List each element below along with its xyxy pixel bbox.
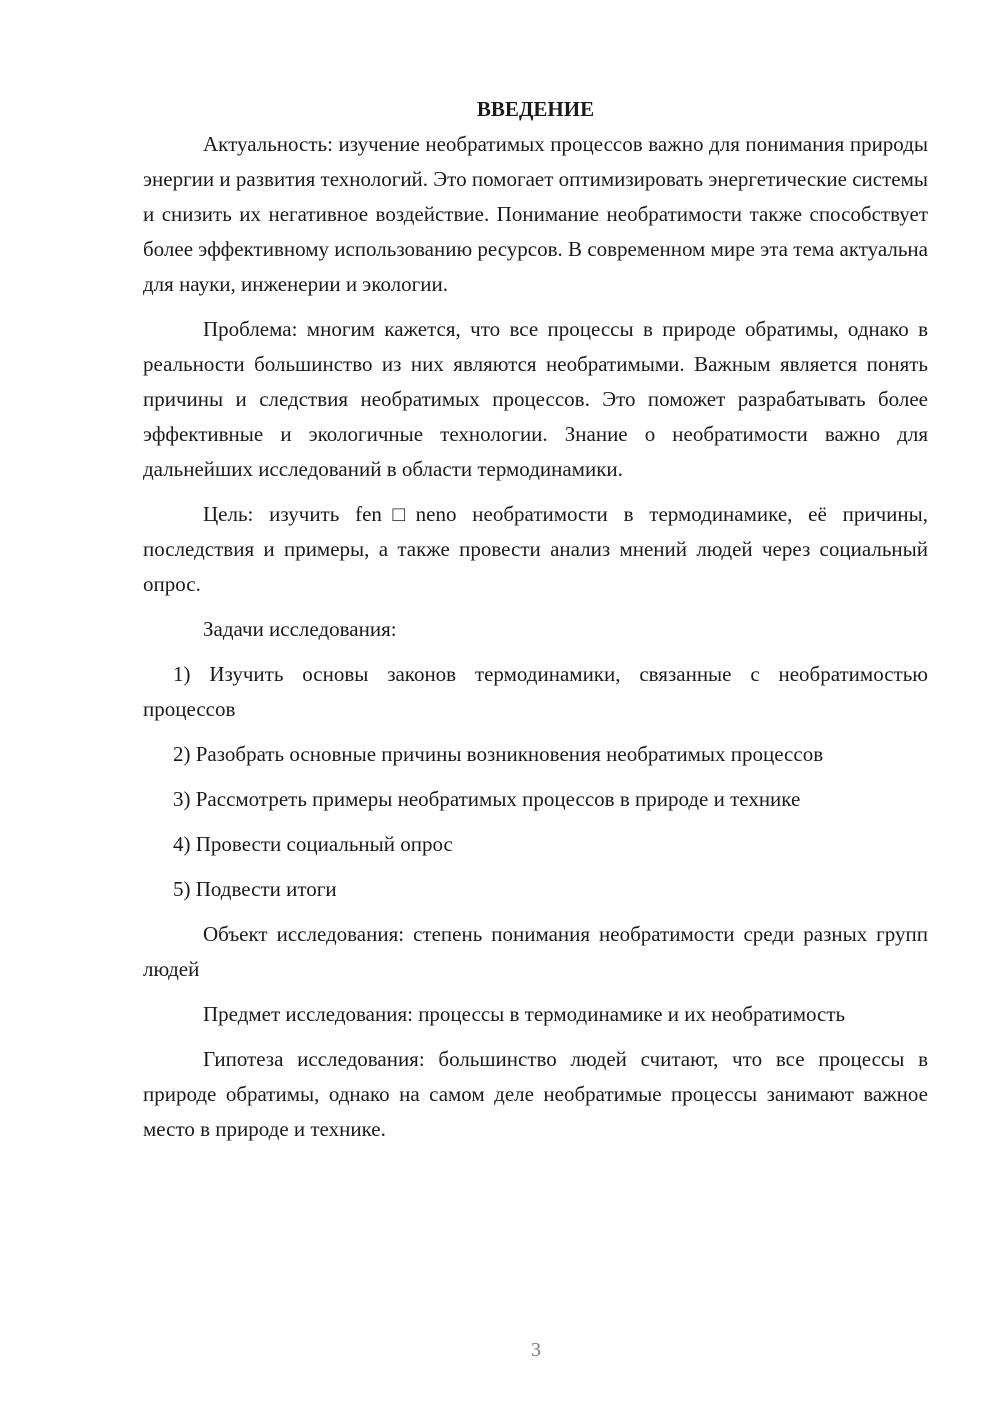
task-item-5: 5) Подвести итоги: [173, 877, 337, 901]
task-item-4: 4) Провести социальный опрос: [173, 832, 453, 856]
task-item-2: 2) Разобрать основные причины возникновения необратимых процессов: [173, 742, 824, 766]
page-number: 3: [531, 1339, 541, 1361]
task-item-3: 3) Рассмотреть примеры необратимых процессов в природе и технике: [173, 787, 801, 811]
paragraph-hypothesis: Гипотеза исследования: большинство людей считают, что все процессы в природе обратимы, однако на самом деле необратимые процессы занимают важное место в природе и технике.: [143, 1047, 928, 1141]
paragraph-object: Объект исследования: степень понимания необратимости среди разных групп людей: [143, 922, 928, 981]
page-content: [143, 92, 928, 1157]
task-item-1: 1) Изучить основы законов термодинамики, связанные с необратимостью процессов: [143, 662, 928, 721]
paragraph-problem: Проблема: многим кажется, что все процессы в природе обратимы, однако в реальности большинство из них являются необратимыми. Важным является понять причины и следствия необратимых процессов. Это поможет разрабатывать более эффективные и экологичные технологии. Знание о необратимости важно для дальнейших исследований в области термодинамики.: [143, 317, 928, 481]
paragraph-relevance: Актуальность: изучение необратимых процессов важно для понимания природы энергии и развития технологий. Это помогает оптимизировать энергетические системы и снизить их негативное воздействие. Понимание необратимости также способствует более эффективному использованию ресурсов. В современном мире эта тема актуальна для науки, инженерии и экологии.: [143, 132, 928, 296]
paragraph-tasks-heading: Задачи исследования:: [203, 617, 397, 641]
page-title: ВВЕДЕНИЕ: [476, 97, 595, 121]
paragraph-goal: Цель: изучить fen□neno необратимости в термодинамике, её причины, последствия и примеры, а также провести анализ мнений людей через социальный опрос.: [143, 502, 928, 596]
paragraph-subject: Предмет исследования: процессы в термодинамике и их необратимость: [203, 1002, 846, 1026]
